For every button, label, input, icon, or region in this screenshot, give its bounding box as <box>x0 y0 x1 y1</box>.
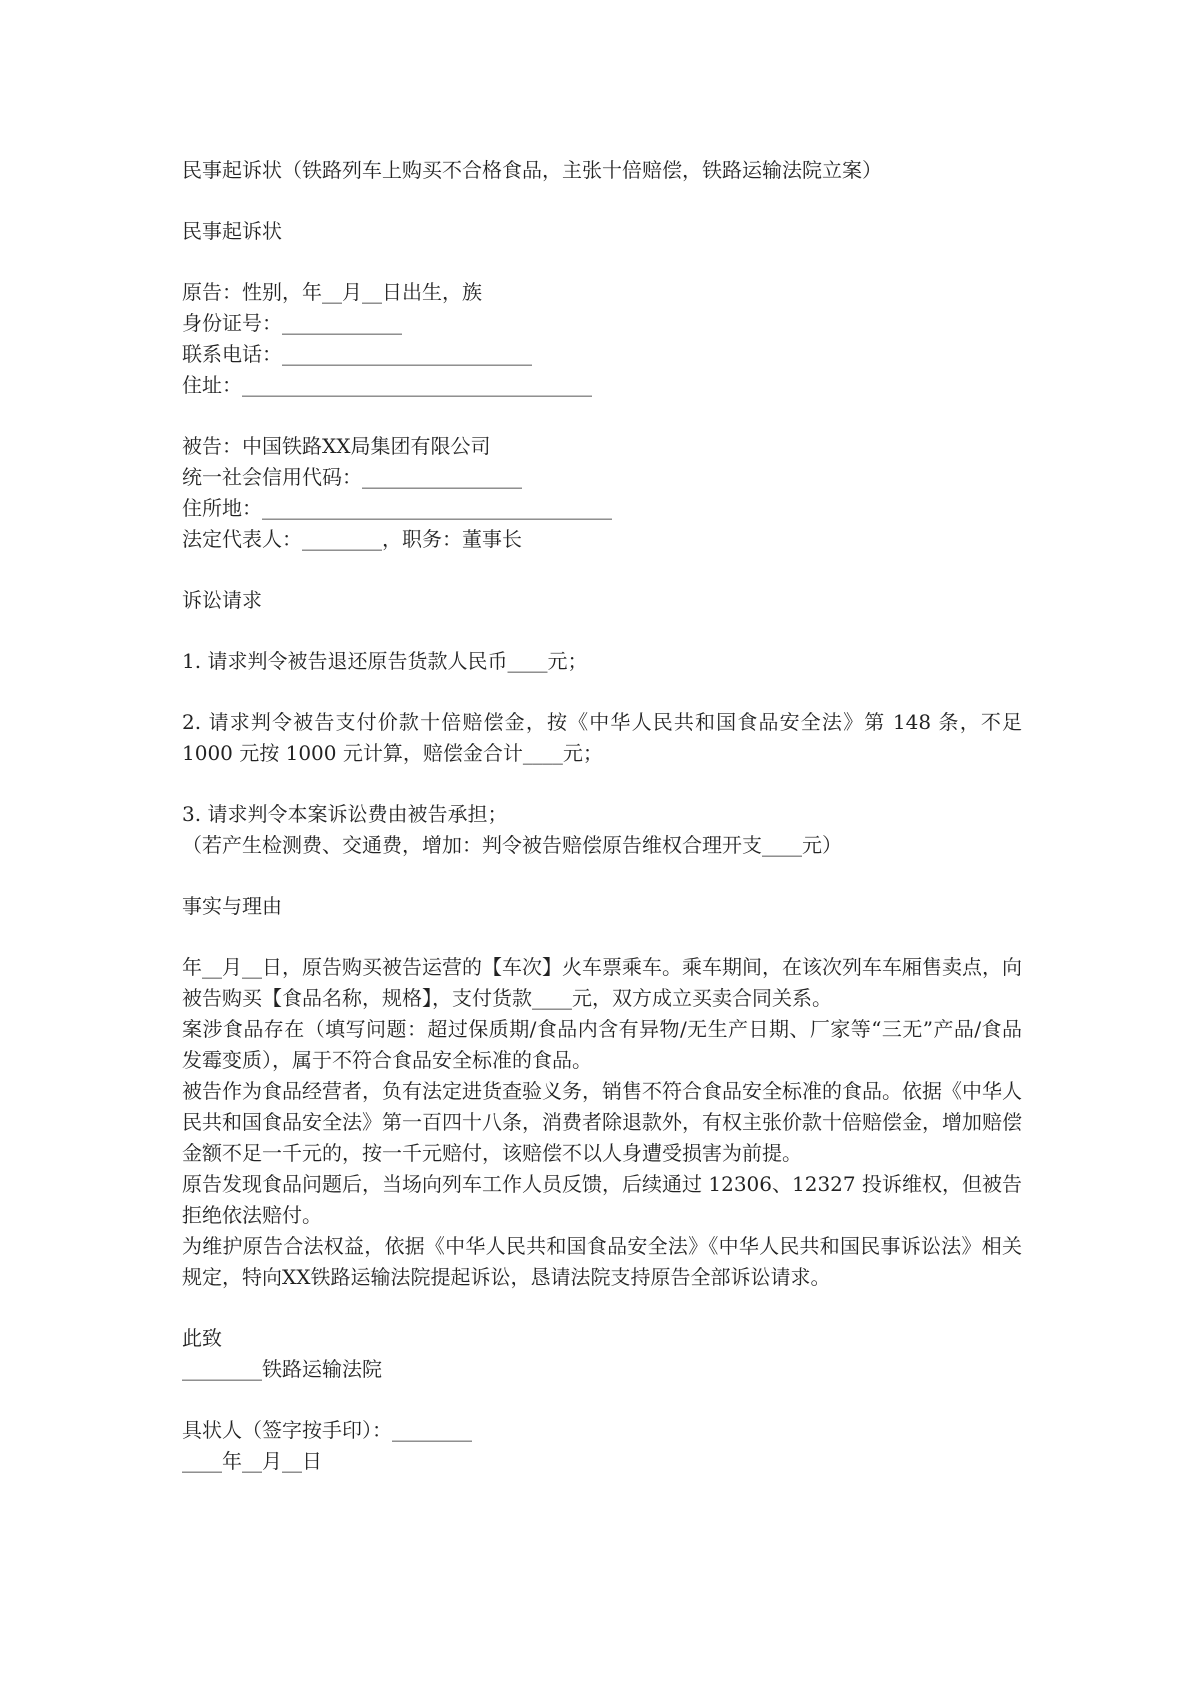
plaintiff-id-number: 身份证号：____________ <box>182 311 402 335</box>
defendant-legal-representative: 法定代表人：________，职务：董事长 <box>182 527 522 551</box>
defendant-domicile: 住所地：___________________________________ <box>182 496 612 520</box>
document-body <box>182 155 1022 1477</box>
facts-paragraph-1: 年__月__日，原告购买被告运营的【车次】火车票乘车。乘车期间，在该次列车车厢售卖点，向被告购买【食品名称，规格】，支付货款____元，双方成立买卖合同关系。 <box>182 955 1022 1010</box>
claim-item-2: 2. 请求判令被告支付价款十倍赔偿金，按《中华人民共和国食品安全法》第 148 条，不足 1000 元按 1000 元计算，赔偿金合计____元； <box>182 710 1022 765</box>
facts-heading: 事实与理由 <box>182 894 282 918</box>
signer-line: 具状人（签字按手印）：________ <box>182 1418 472 1442</box>
closing-court: ________铁路运输法院 <box>182 1357 382 1381</box>
plaintiff-address: 住址：___________________________________ <box>182 373 592 397</box>
closing-salutation: 此致 <box>182 1326 222 1350</box>
facts-paragraph-4: 原告发现食品问题后，当场向列车工作人员反馈，后续通过 12306、12327 投诉维权，但被告拒绝依法赔付。 <box>182 1172 1022 1227</box>
facts-paragraph-3: 被告作为食品经营者，负有法定进货查验义务，销售不符合食品安全标准的食品。依据《中华人民共和国食品安全法》第一百四十八条，消费者除退款外，有权主张价款十倍赔偿金，增加赔偿金额不足一千元的，按一千元赔付，该赔偿不以人身遭受损害为前提。 <box>182 1079 1022 1165</box>
defendant-name: 被告：中国铁路XX局集团有限公司 <box>182 434 491 458</box>
defendant-credit-code: 统一社会信用代码：________________ <box>182 465 522 489</box>
claim-item-3: 3. 请求判令本案诉讼费由被告承担； <box>182 802 508 826</box>
facts-paragraph-5: 为维护原告合法权益，依据《中华人民共和国食品安全法》《中华人民共和国民事诉讼法》相关规定，特向XX铁路运输法院提起诉讼，恳请法院支持原告全部诉讼请求。 <box>182 1234 1022 1289</box>
claim-item-1: 1. 请求判令被告退还原告货款人民币____元； <box>182 649 588 673</box>
document-title: 民事起诉状 <box>182 219 282 243</box>
top-title: 民事起诉状（铁路列车上购买不合格食品，主张十倍赔偿，铁路运输法院立案） <box>182 158 882 182</box>
facts-paragraph-2: 案涉食品存在（填写问题：超过保质期/食品内含有异物/无生产日期、厂家等“三无”产品/食品发霉变质），属于不符合食品安全标准的食品。 <box>182 1017 1022 1072</box>
plaintiff-phone: 联系电话：_________________________ <box>182 342 532 366</box>
claim-item-3-note: （若产生检测费、交通费，增加：判令被告赔偿原告维权合理开支____元） <box>182 833 842 857</box>
plaintiff-info: 原告：性别，年__月__日出生，族 <box>182 280 482 304</box>
claims-heading: 诉讼请求 <box>182 588 262 612</box>
date-line: ____年__月__日 <box>182 1449 322 1473</box>
